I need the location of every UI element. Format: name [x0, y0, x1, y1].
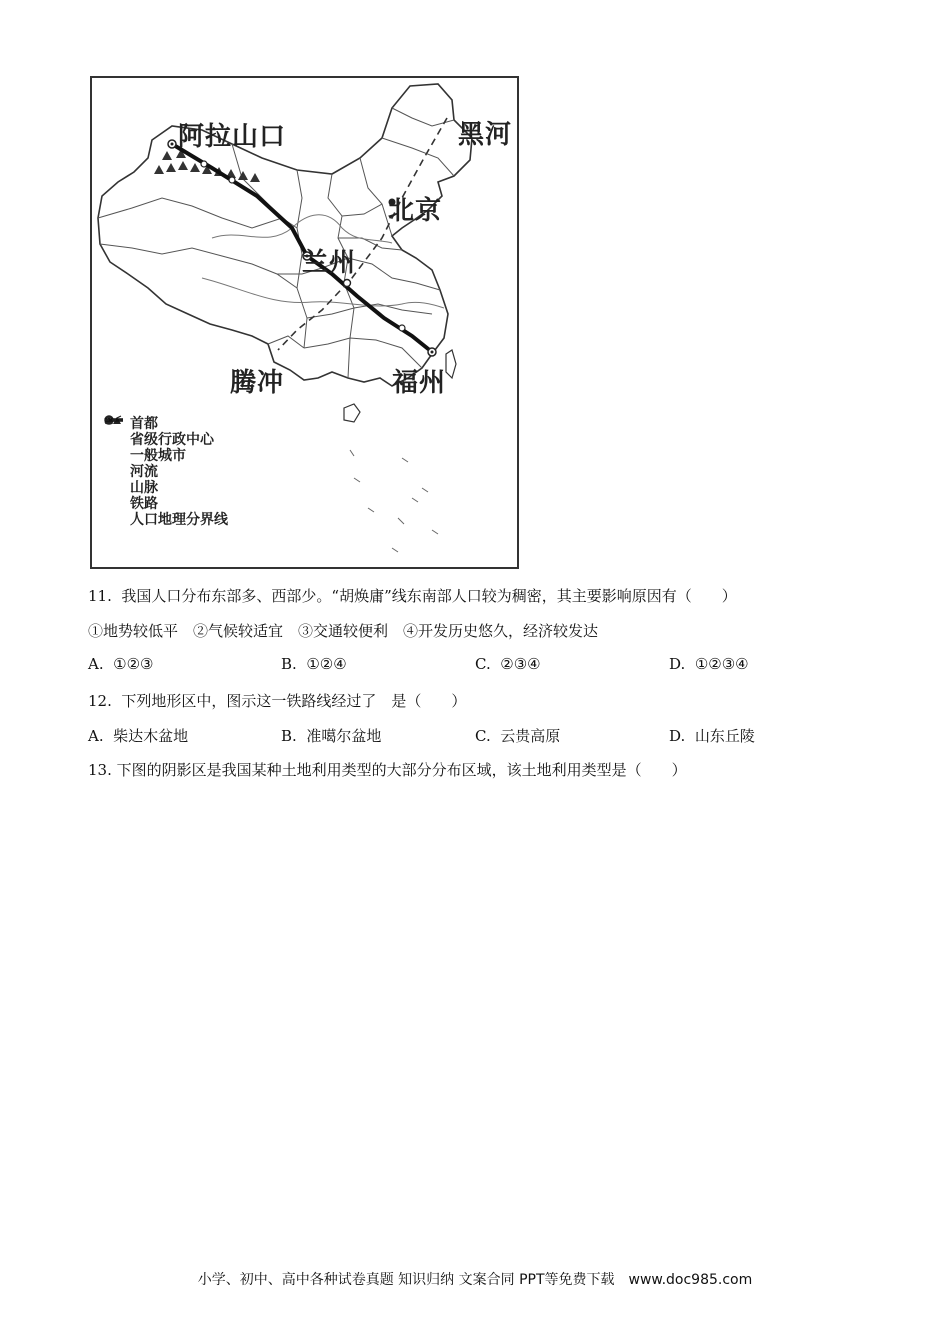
question-11-stem	[88, 585, 737, 606]
city-label-heihe: 黑河	[458, 120, 513, 150]
legend-item	[104, 511, 228, 527]
option-letter: D.	[669, 655, 686, 673]
question-12-option-b	[281, 725, 381, 746]
option-text: 准噶尔盆地	[306, 727, 382, 745]
question-12-stem	[88, 690, 466, 711]
legend-label: 铁路	[130, 496, 158, 512]
question-text: 下图的阴影区是我国某种土地利用类型的大部分分布区域，该土地利用类型是（ ）	[116, 761, 687, 779]
question-11-option-b	[281, 655, 347, 673]
hainan-island	[344, 404, 360, 422]
page-footer: 小学、初中、高中各种试卷真题 知识归纳 文案合同 PPT等免费下载 www.doc985.com	[197, 1272, 753, 1288]
city-label-fuzhou: 福州	[392, 368, 447, 398]
question-12-option-c	[475, 725, 560, 746]
yellow-river	[212, 215, 392, 243]
hu-line	[278, 118, 447, 350]
question-number: 11.	[88, 587, 112, 605]
option-letter: A.	[88, 727, 104, 745]
option-letter: B.	[281, 655, 297, 673]
china-population-map	[90, 76, 519, 569]
option-text: 山东丘陵	[694, 727, 755, 745]
option-text: ①②③④	[694, 655, 749, 673]
option-letter: B.	[281, 727, 297, 745]
option-text: 柴达木盆地	[113, 727, 189, 745]
option-text: ②③④	[500, 655, 541, 673]
option-letter: D.	[669, 727, 686, 745]
question-12-option-d	[669, 725, 755, 746]
taiwan-island	[446, 350, 456, 378]
question-12-option-a	[88, 725, 188, 746]
option-text: ①②③	[113, 655, 154, 673]
legend-label: 山脉	[130, 480, 158, 496]
city-label-alashankou: 阿拉山口	[178, 122, 287, 152]
question-text: 我国人口分布东部多、西部少。“胡焕庸”线东南部人口较为稠密，其主要影响原因有（ ）	[121, 587, 737, 605]
yangtze-river	[202, 278, 444, 308]
option-letter: C.	[475, 727, 491, 745]
question-text: 下列地形区中，图示这一铁路线经过了 是（ ）	[121, 692, 467, 710]
question-number: 13.	[88, 761, 112, 779]
legend-item	[104, 463, 228, 479]
question-11-statements: ①地势较低平 ②气候较适宜 ③交通较便利 ④开发历史悠久，经济较发达	[88, 622, 599, 640]
city-label-beijing: 北京	[388, 196, 443, 226]
question-11-option-a	[88, 655, 154, 673]
question-number: 12.	[88, 692, 112, 710]
legend-label: 河流	[130, 464, 158, 480]
option-text: 云贵高原	[500, 727, 561, 745]
city-label-tengchong: 腾冲	[230, 368, 285, 398]
option-letter: A.	[88, 655, 104, 673]
legend-item	[104, 447, 228, 463]
option-letter: C.	[475, 655, 491, 673]
south-sea-islands	[350, 450, 438, 552]
map-legend	[104, 415, 228, 527]
option-text: ①②④	[306, 655, 347, 673]
question-13-stem	[88, 759, 687, 780]
legend-label: 首都	[130, 416, 158, 432]
question-11-option-c	[475, 655, 541, 673]
legend-label: 人口地理分界线	[130, 512, 228, 528]
legend-label: 省级行政中心	[130, 432, 214, 448]
legend-label: 一般城市	[130, 448, 186, 464]
legend-item	[104, 479, 228, 495]
city-label-lanzhou: 兰州	[302, 248, 357, 278]
question-11-option-d	[669, 655, 749, 673]
